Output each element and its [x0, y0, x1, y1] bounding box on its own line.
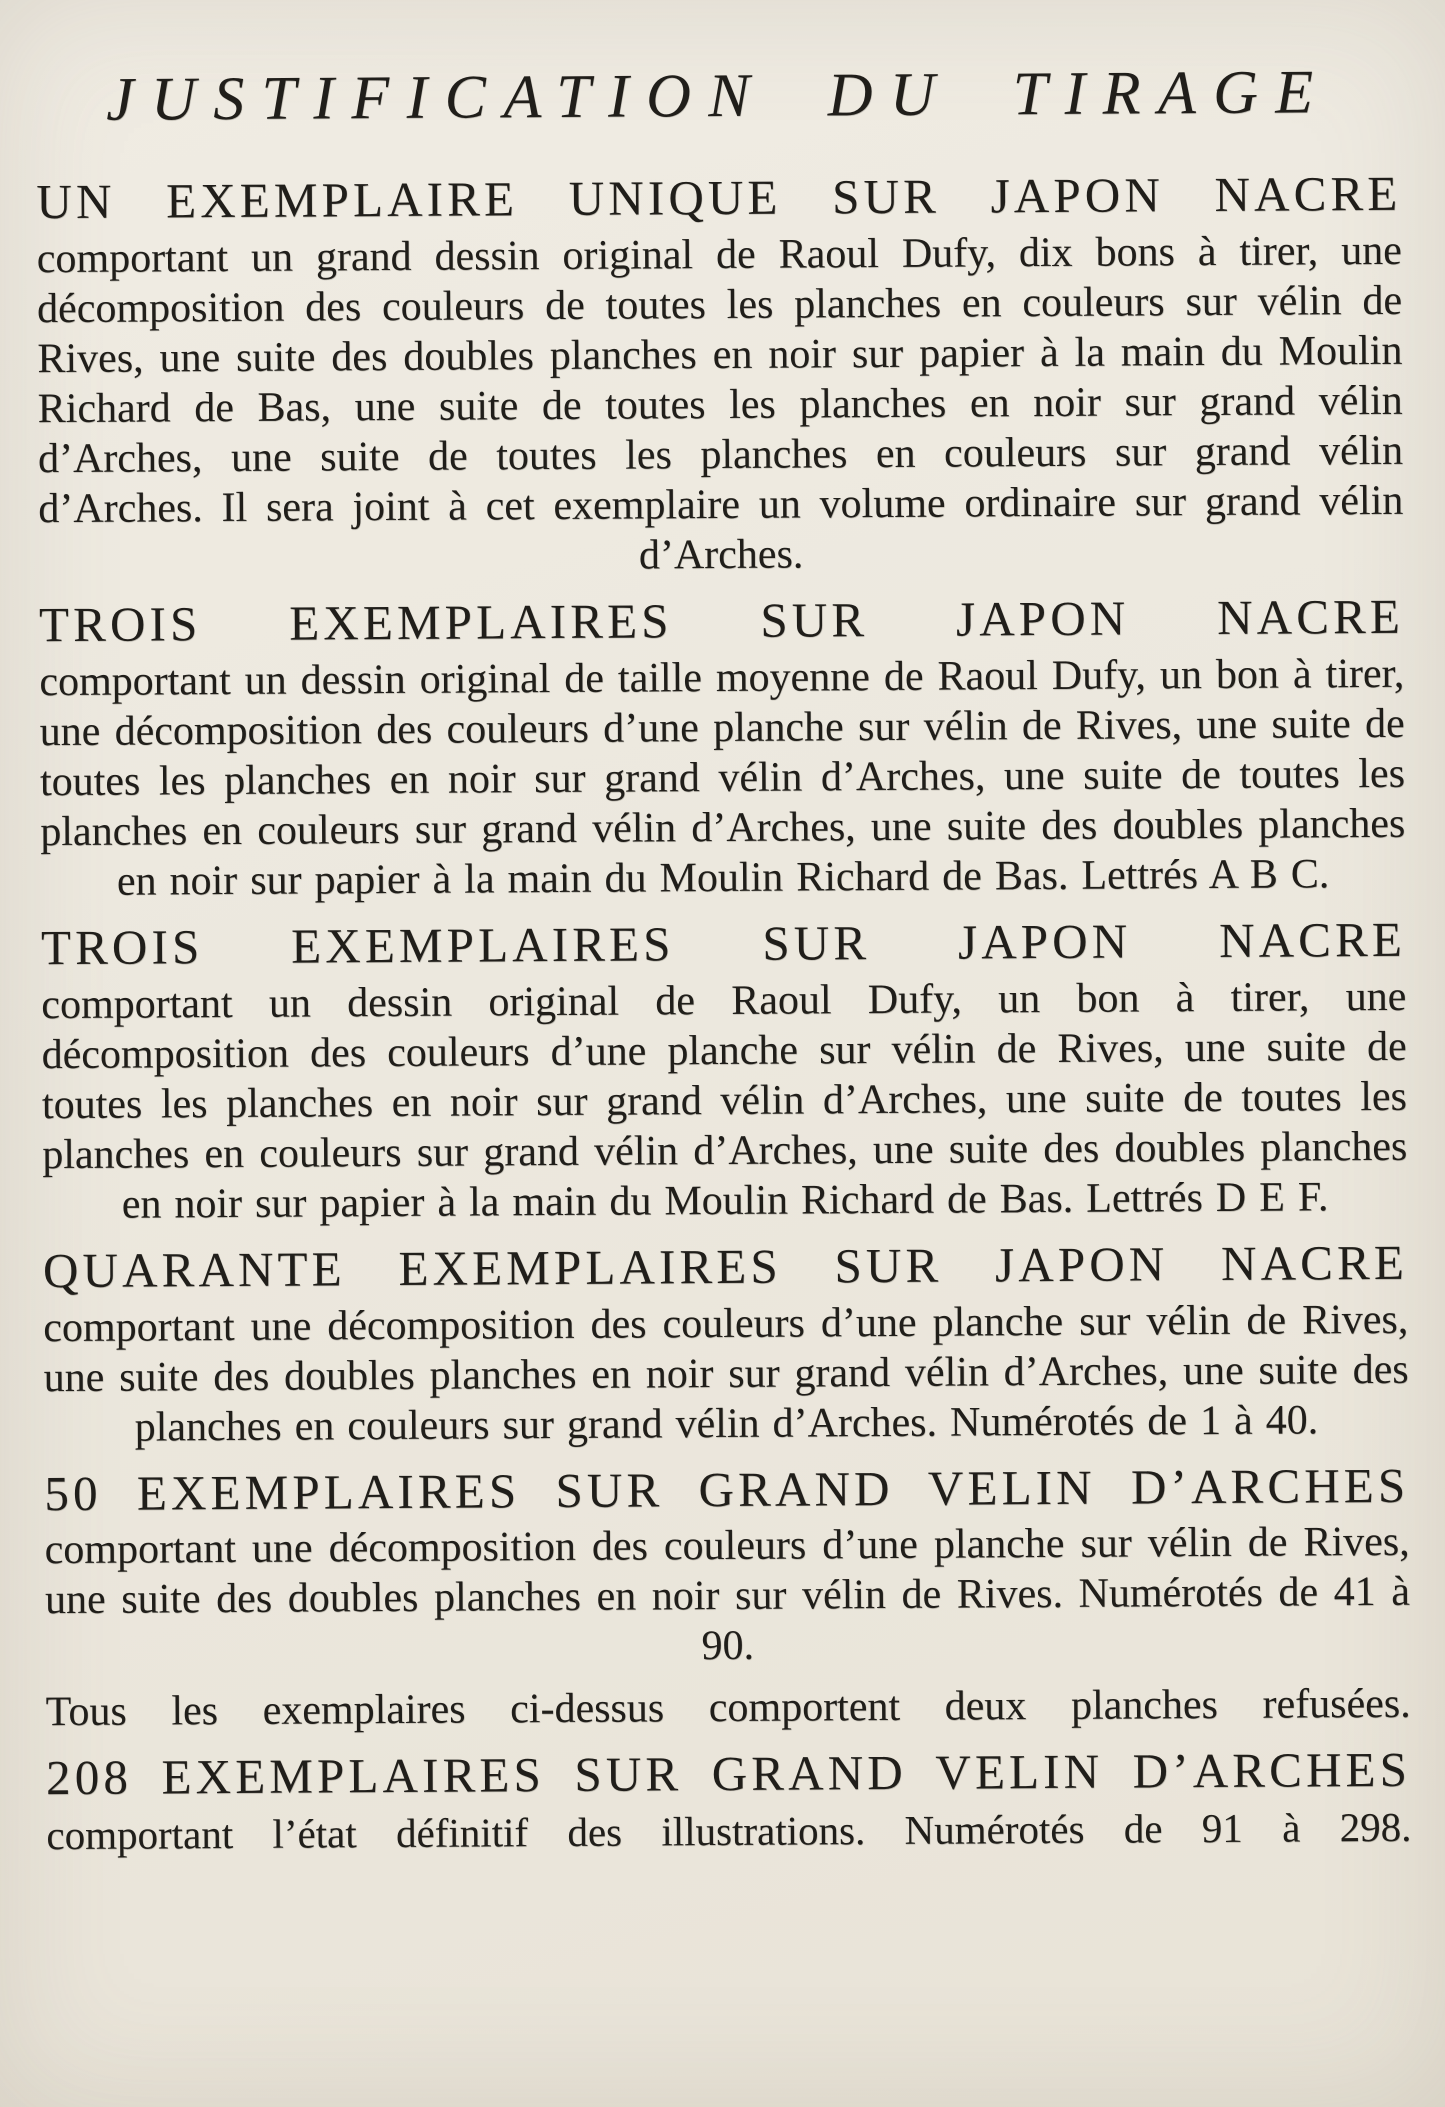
edition-section-208-velin: [46, 1743, 1412, 1860]
section-heading: UN EXEMPLAIRE UNIQUE SUR JAPON NACRE: [36, 165, 1402, 230]
page-title: JUSTIFICATION DU TIRAGE: [105, 58, 1331, 134]
edition-section-trois-japon-def: [41, 913, 1408, 1230]
edition-section-japon-unique: [36, 167, 1403, 584]
text-block: [0, 60, 1445, 1861]
section-body: comportant un grand dessin original de Raoul Dufy, dix bons à tirer, une décomposition des couleurs de toutes les planches en couleurs sur vélin de Rives, une suite des doubles planches en noir sur papier à la main du Moulin Richard de Bas, une suite de toutes les planches en noir sur grand vélin d’Arches, une suite de toutes les planches en couleurs sur grand vélin d’Arches. Il sera joint à cet exemplaire un volume ordinaire sur grand vélin d’Arches.: [36, 227, 1404, 579]
section-body: comportant une décomposition des couleurs d’une planche sur vélin de Rives, une suite des doubles planches en noir sur grand vélin d’Arches, une suite des planches en couleurs sur grand vélin d’Arches. Numérotés de 1 à 40.: [43, 1296, 1409, 1451]
section-heading: TROIS EXEMPLAIRES SUR JAPON NACRE: [40, 911, 1407, 976]
edition-section-trois-japon-abc: [39, 590, 1406, 907]
section-heading: 50 EXEMPLAIRES SUR GRAND VELIN D’ARCHES: [44, 1457, 1410, 1521]
section-heading: QUARANTE EXEMPLAIRES SUR JAPON NACRE: [42, 1234, 1409, 1298]
edition-section-quarante-japon: [43, 1236, 1409, 1453]
section-body: comportant une décomposition des couleurs d’une planche sur vélin de Rives, une suite des doubles planches en noir sur vélin de Rives. Numérotés de 41 à 90.: [44, 1519, 1411, 1670]
section-body: comportant l’état définitif des illustrations. Numérotés de 91 à 298.: [46, 1804, 1412, 1859]
section-heading: 208 EXEMPLAIRES SUR GRAND VELIN D’ARCHES: [45, 1742, 1412, 1806]
section-body: comportant un dessin original de Raoul Dufy, un bon à tirer, une décomposition des couleurs d’une planche sur vélin de Rives, une suite de toutes les planches en noir sur grand vélin d’Arches, une suite de toutes les planches en couleurs sur grand vélin d’Arches, une suite des doubles planches en noir sur papier à la main du Moulin Richard de Bas. Lettrés D E F.: [41, 973, 1408, 1228]
section-heading: TROIS EXEMPLAIRES SUR JAPON NACRE: [38, 588, 1405, 653]
note-line: Tous les exemplaires ci-dessus comportent deux planches refusées.: [45, 1681, 1411, 1736]
section-body: comportant un dessin original de taille moyenne de Raoul Dufy, un bon à tirer, une décomposition des couleurs d’une planche sur vélin de Rives, une suite de toutes les planches en noir sur grand vélin d’Arches, une suite de toutes les planches en couleurs sur grand vélin d’Arches, une suite des doubles planches en noir sur papier à la main du Moulin Richard de Bas. Lettrés A B C.: [39, 650, 1406, 905]
edition-section-50-velin: [44, 1458, 1410, 1675]
